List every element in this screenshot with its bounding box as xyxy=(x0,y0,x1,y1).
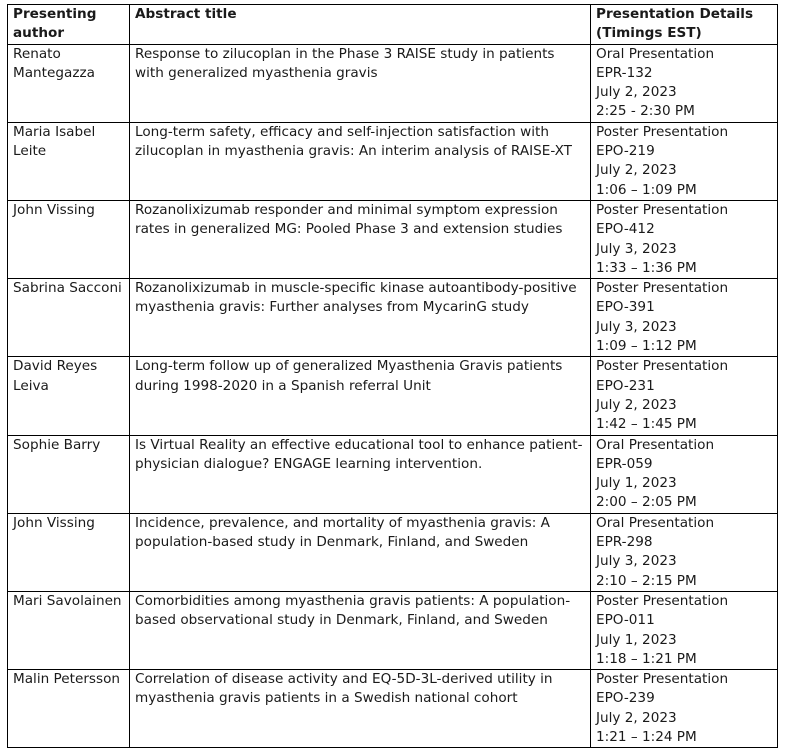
details-date: July 2, 2023 xyxy=(596,396,677,413)
abstract-title-cell: Long-term safety, efficacy and self-injection satisfaction with zilucoplan in myasthenia gravis: An interim analysis of RAISE-XT xyxy=(130,122,591,200)
abstract-title-cell: Rozanolixizumab responder and minimal symptom expression rates in generalized MG: Pooled Phase 3 and extension studies xyxy=(130,200,591,278)
abstract-title-cell: Response to zilucoplan in the Phase 3 RAISE study in patients with generalized myasthenia gravis xyxy=(130,44,591,122)
author-cell: John Vissing xyxy=(8,200,130,278)
table-row xyxy=(8,513,778,591)
details-code: EPR-132 xyxy=(596,64,653,81)
details-type: Poster Presentation xyxy=(596,592,729,609)
details-time: 2:25 - 2:30 PM xyxy=(596,103,695,120)
details-time: 2:10 – 2:15 PM xyxy=(596,572,697,589)
details-code: EPO-231 xyxy=(596,377,655,394)
header-title: Abstract title xyxy=(130,5,591,45)
author-cell: Renato Mantegazza xyxy=(8,44,130,122)
details-code: EPR-298 xyxy=(596,534,653,551)
details-date: July 3, 2023 xyxy=(596,240,677,257)
presentation-details-cell xyxy=(591,591,778,669)
details-date: July 1, 2023 xyxy=(596,631,677,648)
table-row xyxy=(8,200,778,278)
details-type: Oral Presentation xyxy=(596,514,715,531)
table-row xyxy=(8,122,778,200)
table-row xyxy=(8,435,778,513)
details-date: July 2, 2023 xyxy=(596,709,677,726)
table-row xyxy=(8,591,778,669)
table-row xyxy=(8,357,778,435)
details-date: July 3, 2023 xyxy=(596,318,677,335)
table-row xyxy=(8,279,778,357)
abstract-title-cell: Rozanolixizumab in muscle-specific kinase autoantibody-positive myasthenia gravis: Further analyses from MycarinG study xyxy=(130,279,591,357)
author-cell: John Vissing xyxy=(8,513,130,591)
details-type: Poster Presentation xyxy=(596,201,729,218)
details-type: Poster Presentation xyxy=(596,123,729,140)
details-time: 1:06 – 1:09 PM xyxy=(596,181,697,198)
details-time: 1:09 – 1:12 PM xyxy=(596,338,697,355)
header-row xyxy=(8,5,778,45)
details-type: Poster Presentation xyxy=(596,358,729,375)
presentation-details-cell xyxy=(591,357,778,435)
details-type: Oral Presentation xyxy=(596,45,715,62)
author-cell: Maria Isabel Leite xyxy=(8,122,130,200)
abstract-title-cell: Incidence, prevalence, and mortality of myasthenia gravis: A population-based study in Denmark, Finland, and Sweden xyxy=(130,513,591,591)
presentation-details-cell xyxy=(591,200,778,278)
table-row xyxy=(8,670,778,748)
details-date: July 1, 2023 xyxy=(596,475,677,492)
author-cell: David Reyes Leiva xyxy=(8,357,130,435)
presentation-details-cell xyxy=(591,279,778,357)
details-type: Poster Presentation xyxy=(596,280,729,297)
details-code: EPO-412 xyxy=(596,221,655,238)
details-type: Oral Presentation xyxy=(596,436,715,453)
header-details xyxy=(591,5,778,45)
abstract-title-cell: Is Virtual Reality an effective educational tool to enhance patient-physician dialogue? ENGAGE learning intervention. xyxy=(130,435,591,513)
details-type: Poster Presentation xyxy=(596,671,729,688)
author-cell: Sabrina Sacconi xyxy=(8,279,130,357)
details-code: EPR-059 xyxy=(596,455,653,472)
details-code: EPO-219 xyxy=(596,143,655,160)
header-details-line2: (Timings EST) xyxy=(596,25,702,42)
abstract-title-cell: Correlation of disease activity and EQ-5D-3L-derived utility in myasthenia gravis patients in a Swedish national cohort xyxy=(130,670,591,748)
header-details-line1: Presentation Details xyxy=(596,6,754,22)
details-time: 1:21 – 1:24 PM xyxy=(596,728,697,745)
header-author: Presenting author xyxy=(8,5,130,45)
abstract-title-cell: Long-term follow up of generalized Myasthenia Gravis patients during 1998-2020 in a Spanish referral Unit xyxy=(130,357,591,435)
author-cell: Malin Petersson xyxy=(8,670,130,748)
details-code: EPO-239 xyxy=(596,690,655,707)
table-row xyxy=(8,44,778,122)
presentation-details-cell xyxy=(591,44,778,122)
presentations-table xyxy=(7,4,778,748)
details-date: July 3, 2023 xyxy=(596,553,677,570)
details-date: July 2, 2023 xyxy=(596,162,677,179)
author-cell: Mari Savolainen xyxy=(8,591,130,669)
details-time: 1:33 – 1:36 PM xyxy=(596,259,697,276)
presentation-details-cell xyxy=(591,435,778,513)
abstract-title-cell: Comorbidities among myasthenia gravis patients: A population-based observational study in Denmark, Finland, and Sweden xyxy=(130,591,591,669)
presentation-details-cell xyxy=(591,670,778,748)
details-code: EPO-011 xyxy=(596,612,655,629)
details-time: 2:00 – 2:05 PM xyxy=(596,494,697,511)
author-cell: Sophie Barry xyxy=(8,435,130,513)
details-time: 1:18 – 1:21 PM xyxy=(596,650,697,667)
presentation-details-cell xyxy=(591,122,778,200)
details-code: EPO-391 xyxy=(596,299,655,316)
details-date: July 2, 2023 xyxy=(596,84,677,101)
presentation-details-cell xyxy=(591,513,778,591)
details-time: 1:42 – 1:45 PM xyxy=(596,416,697,433)
